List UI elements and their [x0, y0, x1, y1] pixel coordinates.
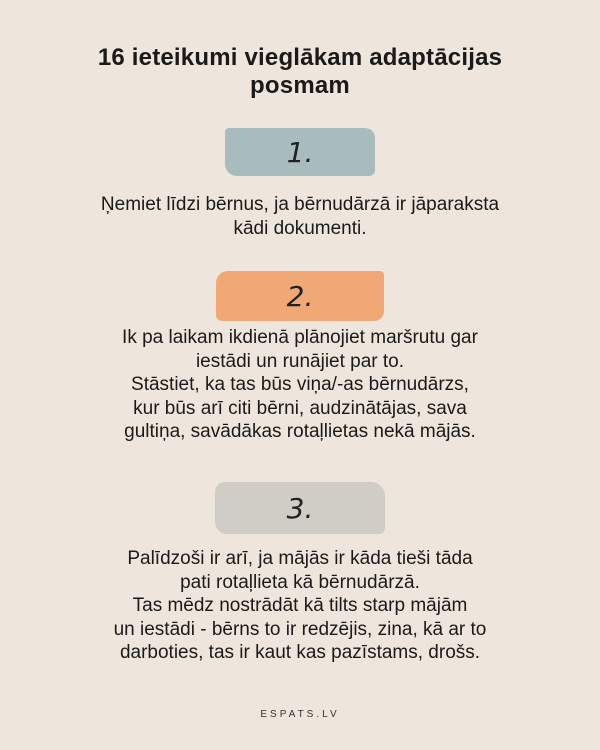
footer-brand: ESPATS.LV	[260, 709, 340, 720]
tip-2-line: Stāstiet, ka tas būs viņa/-as bērnudārzs,	[131, 374, 469, 395]
tip-3-number-badge	[215, 482, 385, 534]
tip-3-line: Palīdzoši ir arī, ja mājās ir kāda tieši tāda	[127, 548, 473, 569]
tip-2-line: iestādi un runājiet par to.	[195, 350, 405, 372]
tip-2-number-badge	[216, 271, 384, 321]
page-title	[0, 44, 600, 100]
tip-1-line: kādi dokumenti.	[233, 217, 367, 239]
tip-1-number: 1.	[286, 135, 314, 169]
title-line-1: 16 ieteikumi vieglākam adaptācijas	[97, 44, 503, 71]
tip-2-line: kur būs arī citi bērni, audzinātājas, sava	[133, 397, 467, 419]
tip-2-number: 2.	[286, 279, 314, 313]
tip-1-line: Ņemiet līdzi bērnus, ja bērnudārzā ir jāparaksta	[100, 194, 500, 215]
tip-3-line: un iestādi - bērns to ir redzējis, zina, kā ar to	[113, 618, 487, 640]
tip-2-text	[20, 326, 580, 444]
tip-1-text	[20, 193, 580, 240]
tip-3-line: Tas mēdz nostrādāt kā tilts starp mājām	[132, 595, 468, 616]
tip-2-line: Ik pa laikam ikdienā plānojiet maršrutu gar	[122, 327, 478, 348]
title-line-2: posmam	[250, 72, 350, 99]
tip-3-line: darboties, tas ir kaut kas pazīstams, drošs.	[119, 642, 481, 663]
tip-1-number-badge	[225, 128, 375, 176]
tip-2-line: gultiņa, savādākas rotaļlietas nekā mājās.	[124, 421, 476, 442]
tip-3-text	[20, 547, 580, 665]
tip-3-number: 3.	[286, 491, 314, 525]
tip-3-line: pati rotaļlieta kā bērnudārzā.	[180, 571, 420, 593]
